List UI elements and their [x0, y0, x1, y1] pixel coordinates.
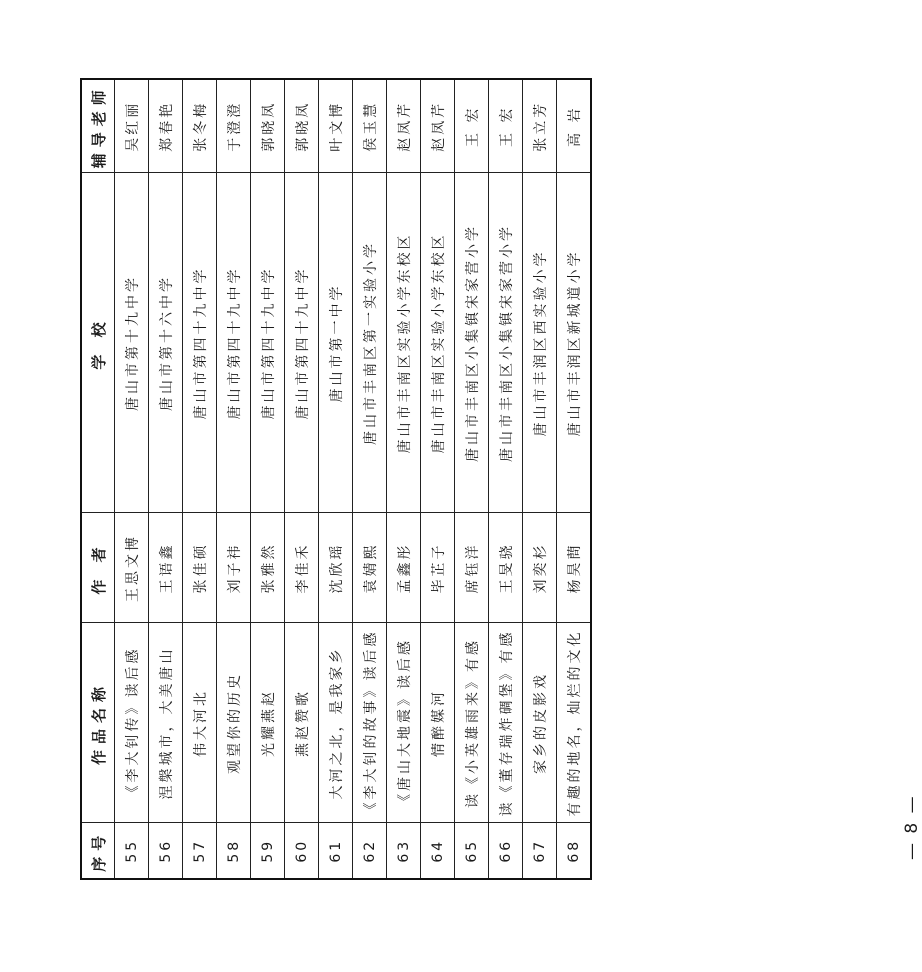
cell-tutor: 赵凤芹	[387, 79, 421, 173]
cell-school: 唐山市第十六中学	[149, 173, 183, 513]
cell-title: 家乡的皮影戏	[523, 623, 557, 823]
cell-title: 读《小英雄雨来》有感	[455, 623, 489, 823]
table-row	[319, 79, 353, 879]
cell-tutor: 叶文博	[319, 79, 353, 173]
cell-tutor: 郭晓凤	[251, 79, 285, 173]
cell-author: 王思文博	[115, 513, 149, 623]
cell-title: 《李大钊传》读后感	[115, 623, 149, 823]
cell-school: 唐山市第四十九中学	[285, 173, 319, 513]
cell-tutor: 王 宏	[489, 79, 523, 173]
header-work-title: 作品名称	[81, 623, 115, 823]
cell-school: 唐山市第一中学	[319, 173, 353, 513]
cell-tutor: 吴红丽	[115, 79, 149, 173]
cell-serial: 63	[387, 823, 421, 879]
cell-author: 席钰洋	[455, 513, 489, 623]
cell-serial: 67	[523, 823, 557, 879]
cell-title: 伟大河北	[183, 623, 217, 823]
cell-title: 大河之北，是我家乡	[319, 623, 353, 823]
table-row	[183, 79, 217, 879]
table-row	[217, 79, 251, 879]
cell-school: 唐山市第四十九中学	[217, 173, 251, 513]
header-serial-number: 序号	[81, 823, 115, 879]
cell-tutor: 于澄澄	[217, 79, 251, 173]
cell-school: 唐山市丰南区实验小学东校区	[421, 173, 455, 513]
cell-serial: 66	[489, 823, 523, 879]
table-row	[557, 79, 592, 879]
cell-tutor: 侯玉慧	[353, 79, 387, 173]
cell-school: 唐山市第四十九中学	[251, 173, 285, 513]
cell-serial: 58	[217, 823, 251, 879]
cell-author: 毕芷子	[421, 513, 455, 623]
cell-title: 涅槃城市，大美唐山	[149, 623, 183, 823]
header-school: 学 校	[81, 173, 115, 513]
table-row	[149, 79, 183, 879]
header-author: 作 者	[81, 513, 115, 623]
cell-author: 沈欣瑶	[319, 513, 353, 623]
cell-school: 唐山市丰南区实验小学东校区	[387, 173, 421, 513]
award-list-table	[80, 78, 592, 880]
cell-serial: 60	[285, 823, 319, 879]
header-tutor: 辅导老师	[81, 79, 115, 173]
cell-school: 唐山市第四十九中学	[183, 173, 217, 513]
cell-author: 袁婧熙	[353, 513, 387, 623]
cell-tutor: 张立芳	[523, 79, 557, 173]
cell-author: 张雅然	[251, 513, 285, 623]
cell-school: 唐山市丰南区第一实验小学	[353, 173, 387, 513]
cell-title: 观望你的历史	[217, 623, 251, 823]
table-row	[421, 79, 455, 879]
cell-serial: 68	[557, 823, 592, 879]
cell-tutor: 赵凤芹	[421, 79, 455, 173]
cell-tutor: 高 岩	[557, 79, 592, 173]
cell-title: 读《董存瑞炸碉堡》有感	[489, 623, 523, 823]
cell-school: 唐山市丰南区小集镇宋家营小学	[489, 173, 523, 513]
cell-school: 唐山市第十九中学	[115, 173, 149, 513]
cell-serial: 56	[149, 823, 183, 879]
cell-serial: 64	[421, 823, 455, 879]
cell-serial: 65	[455, 823, 489, 879]
cell-author: 张佳硕	[183, 513, 217, 623]
table-row	[387, 79, 421, 879]
cell-author: 刘子祎	[217, 513, 251, 623]
cell-serial: 59	[251, 823, 285, 879]
cell-author: 孟鑫彤	[387, 513, 421, 623]
cell-author: 王语鑫	[149, 513, 183, 623]
cell-title: 光耀燕赵	[251, 623, 285, 823]
cell-tutor: 郭晓凤	[285, 79, 319, 173]
cell-title: 《李大钊的故事》读后感	[353, 623, 387, 823]
cell-school: 唐山市丰南区小集镇宋家营小学	[455, 173, 489, 513]
cell-school: 唐山市丰润区新城道小学	[557, 173, 592, 513]
table-row	[251, 79, 285, 879]
cell-serial: 57	[183, 823, 217, 879]
page-number: — 8 —	[902, 794, 922, 860]
cell-title: 有趣的地名，灿烂的文化	[557, 623, 592, 823]
cell-title: 情醉媒河	[421, 623, 455, 823]
cell-tutor: 王 宏	[455, 79, 489, 173]
table-row	[489, 79, 523, 879]
cell-author: 李佳禾	[285, 513, 319, 623]
cell-tutor: 张冬梅	[183, 79, 217, 173]
rotated-page-content	[80, 80, 922, 880]
cell-title: 燕赵赞歌	[285, 623, 319, 823]
cell-school: 唐山市丰润区西实验小学	[523, 173, 557, 513]
cell-serial: 61	[319, 823, 353, 879]
cell-tutor: 郑春艳	[149, 79, 183, 173]
table-row	[353, 79, 387, 879]
cell-author: 杨昊蔄	[557, 513, 592, 623]
table-row	[115, 79, 149, 879]
table-row	[285, 79, 319, 879]
cell-serial: 62	[353, 823, 387, 879]
table-header-row	[81, 79, 115, 879]
cell-title: 《唐山大地震》读后感	[387, 623, 421, 823]
cell-author: 王旻骁	[489, 513, 523, 623]
table-row	[455, 79, 489, 879]
cell-serial: 55	[115, 823, 149, 879]
table-row	[523, 79, 557, 879]
cell-author: 刘奕杉	[523, 513, 557, 623]
